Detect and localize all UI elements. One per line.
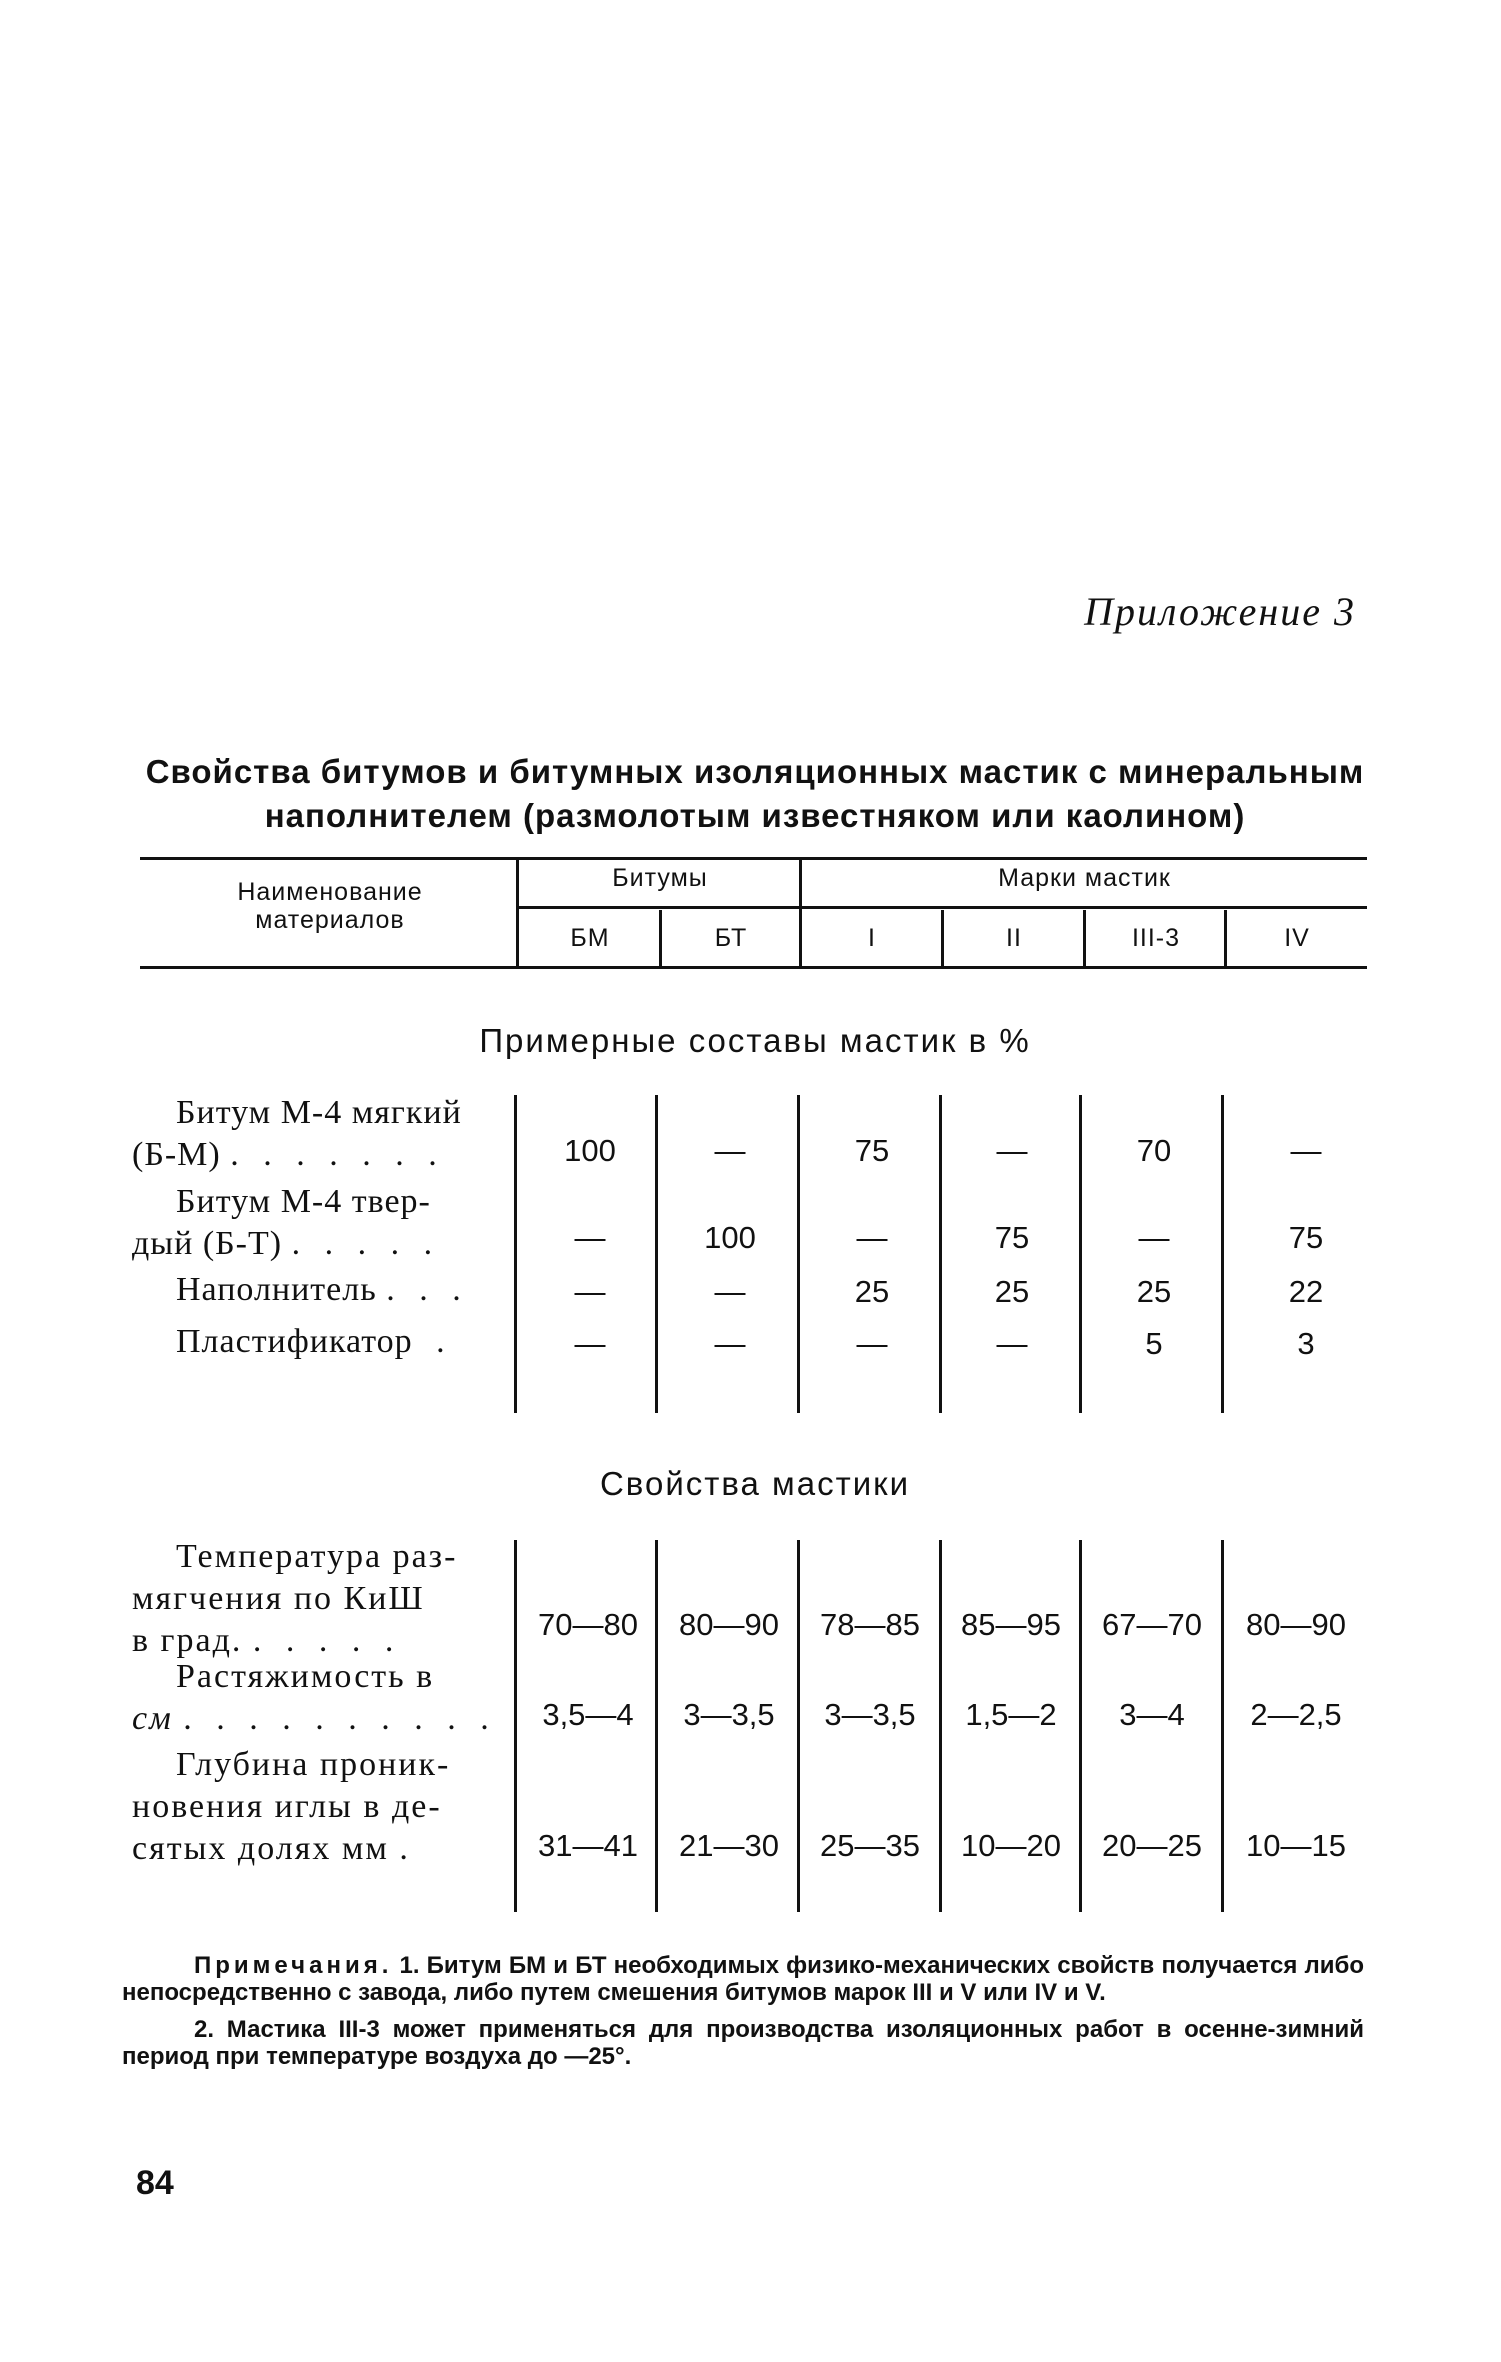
s2-r2-bt: 21—30 [679,1828,779,1863]
header-group-bitumens: Битумы [612,864,708,892]
s1-r2-ii: 25 [994,1274,1030,1309]
s1-r2-iii3: 25 [1136,1274,1172,1309]
s2-r2-ii: 10—20 [961,1828,1061,1863]
s1-r0-bm: 100 [564,1133,616,1168]
s1-vline-1 [514,1095,517,1413]
section-title-properties: Свойства мастики [599,1465,911,1502]
s1-r1-i: — [856,1220,888,1255]
s2-r1-bm: 3,5—4 [542,1697,634,1732]
appendix-heading: Приложение 3 [1084,589,1356,634]
header-name-col: Наименование материалов [237,878,423,934]
s1-row-label-plasticizer: Пластификатор . [176,1323,453,1360]
notes [122,1952,1364,2080]
s2-r1-i: 3—3,5 [824,1697,916,1732]
s2-r0-i: 78—85 [820,1607,920,1642]
s2-vline-1 [514,1540,517,1912]
header-col-bt: БТ [714,924,748,952]
header-col-2: II [1006,924,1022,952]
header-mid-rule [519,906,1367,909]
s2-r2-iv: 10—15 [1246,1828,1346,1863]
header-col-bm: БМ [570,924,610,952]
s1-r1-iii3: — [1138,1220,1170,1255]
s1-r2-i: 25 [854,1274,890,1309]
header-vline-name [516,857,519,968]
s1-r2-bm: — [574,1274,606,1309]
s2-r1-iv: 2—2,5 [1250,1697,1342,1732]
s1-r3-iii3: 5 [1145,1326,1163,1361]
s1-r1-ii: 75 [994,1220,1030,1255]
header-col-4: IV [1284,924,1310,952]
s2-r0-iii3: 67—70 [1102,1607,1202,1642]
header-col-3: III-3 [1131,924,1181,952]
s2-r0-bt: 80—90 [679,1607,779,1642]
s2-r0-iv: 80—90 [1246,1607,1346,1642]
s2-r0-ii: 85—95 [961,1607,1061,1642]
s1-r0-iv: — [1290,1133,1322,1168]
s1-r0-bt: — [714,1133,746,1168]
table-title: Свойства битумов и битумных изоляционных мастик с минеральным наполнителем (размолотым известняком или каолином) [145,753,1365,834]
s2-row-label-ductility: Растяжимость в см . . . . . . . . . . [132,1658,497,1737]
section-title-compositions: Примерные составы мастик в % [479,1022,1031,1059]
s1-r1-bt: 100 [704,1220,756,1255]
s1-r3-iv: 3 [1297,1326,1315,1361]
s1-r3-bm: — [574,1326,606,1361]
header-top-rule [140,857,1367,860]
s2-row-label-penetration: Глубина проник- новения иглы в де- сятых долях мм . [132,1746,451,1867]
s2-r2-iii3: 20—25 [1102,1828,1202,1863]
s1-r3-bt: — [714,1326,746,1361]
s1-r3-ii: — [996,1326,1028,1361]
s2-r1-iii3: 3—4 [1119,1697,1185,1732]
s2-r2-i: 25—35 [820,1828,920,1863]
s1-row-label-filler: Наполнитель . . . [176,1271,469,1308]
s1-row-label-hard-bitumen: Битум М-4 твер- дый (Б-Т) . . . . . [132,1183,441,1262]
page-number: 84 [136,2164,174,2202]
s1-r0-iii3: 70 [1136,1133,1172,1168]
header-group-mastics: Марки мастик [998,864,1171,892]
s2-row-label-softening-temp: Температура раз- мягчения по КиШ в град. . . . . . [132,1538,458,1659]
header-bottom-rule [140,966,1367,969]
header-col-1: I [868,924,876,952]
s1-r1-bm: — [574,1220,606,1255]
note-2: 2. Мастика III-3 может применяться для производства изоляционных работ в осенне-зимний период при температуре воздуха до —25°. [122,2016,1364,2070]
note-1: Примечания. 1. Битум БМ и БТ необходимых физико-механических свойств получается либо непосредственно с завода, либо путем смешения битумов марок III и V или IV и V. [122,1952,1364,2006]
s1-r2-iv: 22 [1288,1274,1324,1309]
s2-r2-bm: 31—41 [538,1828,638,1863]
s1-row-label-soft-bitumen: Битум М-4 мягкий (Б-М) . . . . . . . [132,1094,462,1173]
s1-r2-bt: — [714,1274,746,1309]
s2-r0-bm: 70—80 [538,1607,638,1642]
s1-r1-iv: 75 [1288,1220,1324,1255]
s1-r0-ii: — [996,1133,1028,1168]
s2-r1-ii: 1,5—2 [965,1697,1057,1732]
s2-r1-bt: 3—3,5 [683,1697,775,1732]
s1-r3-i: — [856,1326,888,1361]
s1-r0-i: 75 [854,1133,890,1168]
